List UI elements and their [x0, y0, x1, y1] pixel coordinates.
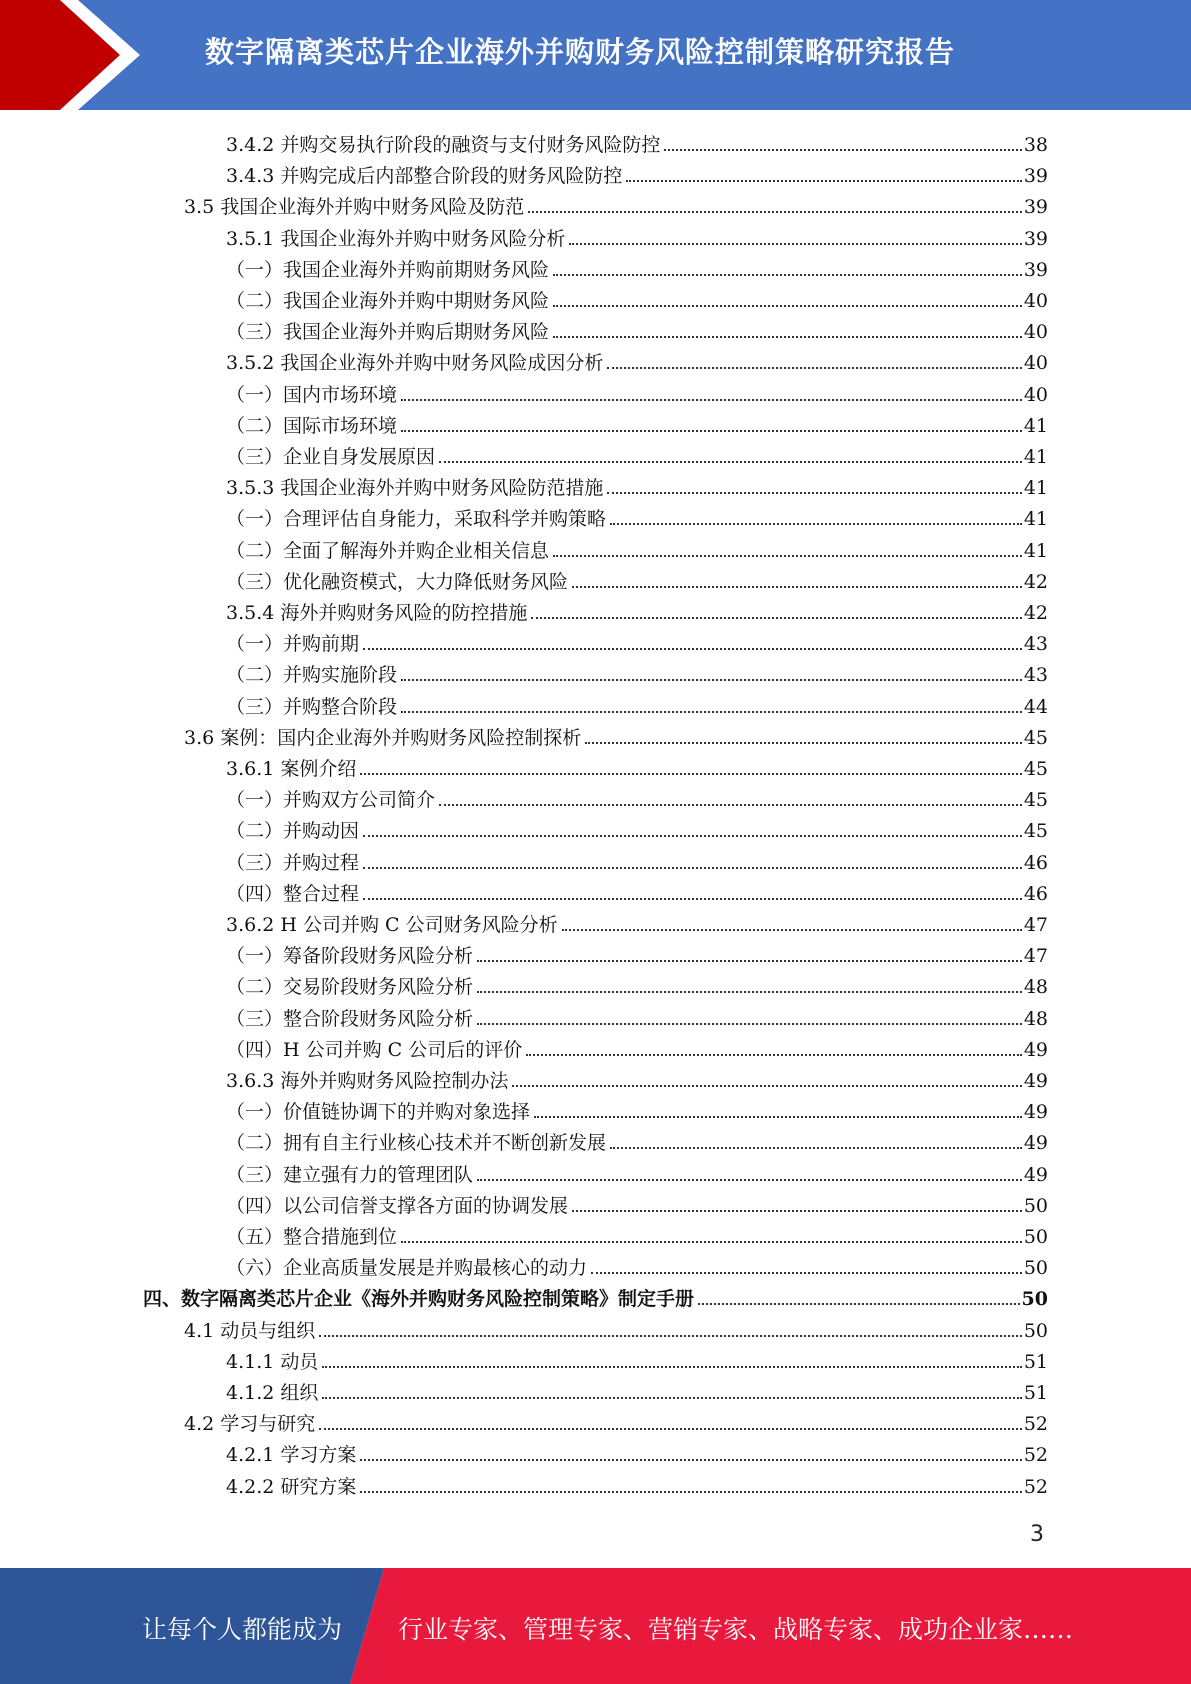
toc-dot-leader: [477, 1178, 1022, 1181]
toc-entry[interactable]: [226, 1437, 1048, 1467]
toc-entry[interactable]: [226, 1032, 1048, 1062]
toc-entry-page: 39: [1023, 196, 1048, 219]
toc-entry-label: 4.1.1 动员: [226, 1350, 319, 1373]
toc-dot-leader: [363, 834, 1022, 837]
toc-entry[interactable]: [226, 1001, 1048, 1031]
toc-dot-leader: [401, 429, 1022, 432]
toc-entry[interactable]: [226, 876, 1048, 906]
toc-entry-label: （三）建立强有力的管理团队: [226, 1163, 474, 1186]
toc-dot-leader: [363, 647, 1022, 650]
toc-entry[interactable]: [226, 845, 1048, 875]
toc-dot-leader: [363, 897, 1022, 900]
toc-entry-page: 52: [1023, 1475, 1048, 1498]
toc-entry[interactable]: [226, 626, 1048, 656]
toc-entry[interactable]: [226, 1125, 1048, 1155]
toc-entry-page: 43: [1023, 633, 1048, 656]
toc-entry[interactable]: [226, 813, 1048, 843]
toc-entry-page: 41: [1023, 414, 1048, 437]
toc-dot-leader: [572, 1209, 1022, 1212]
toc-entry[interactable]: [226, 439, 1048, 469]
toc-entry-page: 48: [1023, 976, 1048, 999]
toc-entry-page: 44: [1023, 695, 1048, 718]
toc-entry[interactable]: [226, 1469, 1048, 1499]
toc-entry-page: 52: [1023, 1444, 1048, 1467]
toc-entry[interactable]: [226, 252, 1048, 282]
toc-entry-label: 四、数字隔离类芯片企业《海外并购财务风险控制策略》制定手册: [143, 1288, 695, 1311]
toc-entry[interactable]: [226, 127, 1048, 157]
toc-entry[interactable]: [226, 501, 1048, 531]
toc-entry[interactable]: [226, 657, 1048, 687]
toc-entry[interactable]: [184, 1313, 1048, 1343]
toc-entry-label: （二）并购动因: [226, 820, 360, 843]
toc-entry-page: 41: [1023, 446, 1048, 468]
toc-entry-page: 51: [1023, 1350, 1048, 1373]
toc-entry-label: （三）我国企业海外并购后期财务风险: [226, 321, 550, 344]
toc-entry-label: （四）H 公司并购 C 公司后的评价: [226, 1038, 523, 1061]
toc-dot-leader: [401, 710, 1022, 713]
toc-entry[interactable]: [226, 1344, 1048, 1374]
toc-entry-page: 47: [1023, 914, 1048, 936]
toc-entry-page: 42: [1023, 570, 1048, 593]
toc-entry-label: 4.2 学习与研究: [184, 1413, 316, 1436]
toc-entry[interactable]: [226, 221, 1048, 251]
toc-dot-leader: [626, 179, 1021, 182]
toc-entry-label: 3.5.4 海外并购财务风险的防控措施: [226, 602, 528, 624]
toc-dot-leader: [553, 304, 1022, 307]
toc-entry[interactable]: [184, 1406, 1048, 1436]
toc-entry-page: 50: [1023, 1226, 1048, 1248]
toc-dot-leader: [477, 959, 1022, 962]
toc-dot-leader: [360, 1490, 1021, 1493]
toc-dot-leader: [401, 678, 1022, 681]
toc-entry-page: 41: [1023, 477, 1048, 500]
header-arrow-decoration: [0, 0, 160, 110]
toc-entry-label: （二）国际市场环境: [226, 414, 398, 437]
toc-dot-leader: [360, 772, 1021, 775]
toc-dot-leader: [401, 398, 1022, 401]
toc-entry-label: （一）我国企业海外并购前期财务风险: [226, 258, 550, 281]
toc-entry-label: （一）价值链协调下的并购对象选择: [226, 1101, 531, 1124]
toc-dot-leader: [572, 585, 1022, 588]
toc-entry[interactable]: [226, 1219, 1048, 1249]
toc-entry-label: （二）交易阶段财务风险分析: [226, 976, 474, 999]
toc-entry-page: 48: [1023, 1007, 1048, 1030]
toc-dot-leader: [528, 210, 1022, 213]
toc-dot-leader: [401, 1240, 1022, 1243]
toc-entry[interactable]: [226, 1157, 1048, 1187]
toc-entry[interactable]: [184, 189, 1048, 219]
toc-dot-leader: [534, 1115, 1022, 1118]
toc-entry-page: 50: [1021, 1288, 1048, 1311]
toc-dot-leader: [363, 866, 1022, 869]
toc-entry[interactable]: [226, 1250, 1048, 1280]
toc-entry-label: （一）合理评估自身能力，采取科学并购策略: [226, 508, 607, 531]
toc-entry-page: 45: [1023, 758, 1048, 780]
toc-entry-label: 3.6.2 H 公司并购 C 公司财务风险分析: [226, 914, 558, 936]
toc-entry[interactable]: [226, 782, 1048, 812]
toc-entry-label: （二）拥有自主行业核心技术并不断创新发展: [226, 1132, 607, 1155]
toc-entry-label: （三）整合阶段财务风险分析: [226, 1007, 474, 1030]
toc-entry-label: 4.1.2 组织: [226, 1382, 319, 1404]
toc-entry[interactable]: [226, 408, 1048, 438]
toc-dot-leader: [591, 1271, 1022, 1274]
document-title: 数字隔离类芯片企业海外并购财务风险控制策略研究报告: [205, 35, 956, 69]
toc-entry[interactable]: [226, 969, 1048, 999]
toc-entry-page: 52: [1023, 1413, 1048, 1436]
toc-dot-leader: [526, 1053, 1022, 1056]
toc-entry[interactable]: [143, 1281, 1048, 1311]
toc-entry-label: （五）整合措施到位: [226, 1226, 398, 1248]
toc-dot-leader: [439, 460, 1022, 463]
toc-dot-leader: [698, 1302, 1020, 1305]
toc-entry[interactable]: [226, 751, 1048, 781]
toc-entry-page: 50: [1023, 1319, 1048, 1342]
toc-entry-page: 41: [1023, 539, 1048, 562]
toc-entry-label: 3.6.3 海外并购财务风险控制办法: [226, 1070, 509, 1092]
toc-entry-label: （一）筹备阶段财务风险分析: [226, 945, 474, 968]
toc-entry-label: 3.5.3 我国企业海外并购中财务风险防范措施: [226, 477, 604, 500]
toc-entry-label: 3.4.3 并购完成后内部整合阶段的财务风险防控: [226, 165, 623, 188]
toc-dot-leader: [319, 1334, 1022, 1337]
toc-entry-label: （三）优化融资模式，大力降低财务风险: [226, 570, 569, 593]
toc-dot-leader: [322, 1396, 1021, 1399]
toc-entry[interactable]: [226, 533, 1048, 563]
toc-dot-leader: [512, 1084, 1021, 1087]
toc-entry[interactable]: [184, 720, 1048, 750]
toc-entry-label: （一）并购双方公司简介: [226, 789, 436, 812]
toc-entry-label: （三）并购整合阶段: [226, 695, 398, 718]
toc-dot-leader: [439, 803, 1022, 806]
toc-dot-leader: [360, 1458, 1021, 1461]
toc-entry-label: 4.2.2 研究方案: [226, 1475, 357, 1498]
toc-entry[interactable]: [226, 1375, 1048, 1405]
toc-entry-label: （三）企业自身发展原因: [226, 446, 436, 468]
toc-dot-leader: [477, 1022, 1022, 1025]
toc-entry[interactable]: [226, 1094, 1048, 1124]
toc-entry-label: （二）我国企业海外并购中期财务风险: [226, 290, 550, 312]
toc-entry-page: 43: [1023, 664, 1048, 687]
toc-entry-page: 46: [1023, 851, 1048, 874]
toc-entry-page: 51: [1023, 1382, 1048, 1404]
toc-entry-page: 39: [1023, 227, 1048, 250]
toc-entry[interactable]: [226, 689, 1048, 719]
toc-entry[interactable]: [226, 907, 1048, 937]
toc-entry-label: （四）以公司信誉支撑各方面的协调发展: [226, 1194, 569, 1217]
toc-entry-page: 39: [1023, 258, 1048, 281]
toc-entry[interactable]: [226, 314, 1048, 344]
footer-slogan-left: 让每个人都能成为: [142, 1615, 343, 1644]
toc-entry[interactable]: [226, 377, 1048, 407]
toc-entry-label: 3.5.2 我国企业海外并购中财务风险成因分析: [226, 352, 604, 375]
footer-slogan-right: 行业专家、管理专家、营销专家、战略专家、成功企业家……: [398, 1615, 1074, 1644]
toc-entry-label: （二）并购实施阶段: [226, 664, 398, 687]
toc-entry-page: 40: [1023, 352, 1048, 375]
toc-entry-label: （六）企业高质量发展是并购最核心的动力: [226, 1257, 588, 1280]
toc-entry-page: 49: [1023, 1101, 1048, 1124]
toc-entry-page: 50: [1023, 1257, 1048, 1280]
toc-dot-leader: [607, 366, 1021, 369]
page-number: 3: [1030, 1522, 1044, 1547]
toc-entry[interactable]: [226, 564, 1048, 594]
toc-entry-page: 38: [1023, 134, 1048, 156]
toc-entry[interactable]: [226, 595, 1048, 625]
toc-entry-label: 4.2.1 学习方案: [226, 1444, 357, 1467]
toc-dot-leader: [610, 1146, 1022, 1149]
toc-entry-page: 45: [1023, 726, 1048, 749]
toc-entry-page: 49: [1023, 1038, 1048, 1061]
toc-entry-page: 50: [1023, 1194, 1048, 1217]
toc-dot-leader: [562, 928, 1022, 931]
toc-entry-page: 46: [1023, 882, 1048, 905]
toc-dot-leader: [569, 242, 1021, 245]
toc-entry-label: 3.5 我国企业海外并购中财务风险及防范: [184, 196, 525, 219]
toc-entry-page: 42: [1023, 602, 1048, 624]
toc-dot-leader: [553, 335, 1022, 338]
toc-dot-leader: [610, 522, 1022, 525]
toc-entry-page: 40: [1023, 383, 1048, 406]
toc-entry-page: 39: [1023, 165, 1048, 188]
toc-entry-page: 49: [1023, 1070, 1048, 1092]
toc-entry-label: （二）全面了解海外并购企业相关信息: [226, 539, 550, 562]
toc-entry-page: 41: [1023, 508, 1048, 531]
toc-entry-label: （四）整合过程: [226, 882, 360, 905]
toc-dot-leader: [664, 148, 1021, 151]
toc-entry-label: （一）国内市场环境: [226, 383, 398, 406]
toc-dot-leader: [553, 554, 1022, 557]
toc-dot-leader: [477, 990, 1022, 993]
toc-entry[interactable]: [226, 1063, 1048, 1093]
toc-entry-page: 49: [1023, 1163, 1048, 1186]
toc-entry-page: 47: [1023, 945, 1048, 968]
toc-entry-label: 3.6.1 案例介绍: [226, 758, 357, 780]
toc-entry-page: 45: [1023, 820, 1048, 843]
toc-entry-page: 40: [1023, 290, 1048, 312]
toc-entry-label: 4.1 动员与组织: [184, 1319, 316, 1342]
toc-entry-label: （三）并购过程: [226, 851, 360, 874]
toc-entry[interactable]: [226, 283, 1048, 313]
toc-entry[interactable]: [226, 1188, 1048, 1218]
toc-entry[interactable]: [226, 158, 1048, 188]
toc-dot-leader: [319, 1427, 1022, 1430]
toc-dot-leader: [585, 741, 1022, 744]
toc-entry-page: 49: [1023, 1132, 1048, 1155]
toc-entry-label: 3.6 案例：国内企业海外并购财务风险控制探析: [184, 726, 582, 749]
toc-dot-leader: [322, 1365, 1021, 1368]
toc-entry[interactable]: [226, 345, 1048, 375]
toc-dot-leader: [607, 491, 1021, 494]
toc-entry-label: （一）并购前期: [226, 633, 360, 656]
toc-entry-page: 40: [1023, 321, 1048, 344]
toc-entry-page: 45: [1023, 789, 1048, 812]
toc-entry[interactable]: [226, 470, 1048, 500]
toc-entry[interactable]: [226, 938, 1048, 968]
page-header: [0, 0, 1191, 110]
toc-entry-label: 3.5.1 我国企业海外并购中财务风险分析: [226, 227, 566, 250]
toc-dot-leader: [531, 616, 1021, 619]
page-footer: [0, 1568, 1191, 1684]
toc-dot-leader: [553, 273, 1022, 276]
toc-entry-label: 3.4.2 并购交易执行阶段的融资与支付财务风险防控: [226, 134, 661, 156]
